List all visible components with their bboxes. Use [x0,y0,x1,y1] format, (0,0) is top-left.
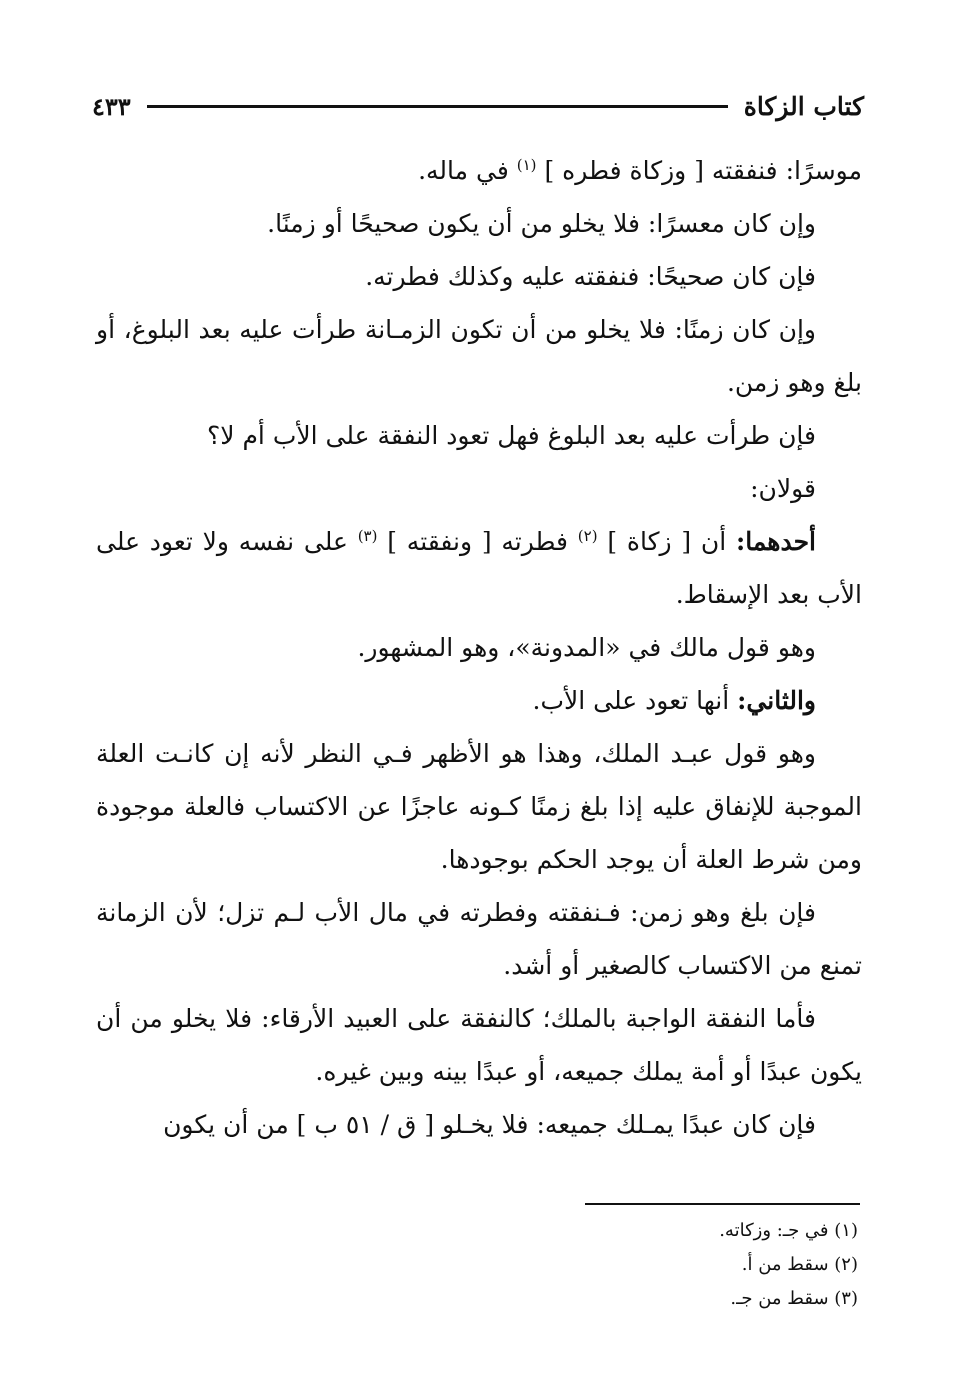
footnote-1: (١) في جـ: وزكاته. [719,1220,858,1241]
footnote-separator [585,1203,860,1205]
paragraph-9: والثاني: أنها تعود على الأب. [532,686,816,715]
paragraph-10: وهو قول عبـد الملك، وهذا هو الأظهر فـي النظر لأنه إن كانـت العلة الموجبة للإنفاق عليه إذا بلغ زمنًا كـونه عاجزًا عن الاكتساب فالعلة موجودة ومن شرط العلة أن يوجد الحكم بوجودها. [96,739,862,874]
footnote-ref-1: (١) [516,156,537,174]
footnotes [500,1214,858,1316]
paragraph-3: فإن كان صحيحًا: فنفقته عليه وكذلك فطرته. [365,262,816,291]
header-rule [147,105,728,108]
page-header [92,86,864,126]
paragraph-2: وإن كان معسرًا: فلا يخلو من أن يكون صحيحًا أو زمنًا. [267,209,816,238]
paragraph-1: موسرًا: فنفقته [ وزكاة فطره ] $^{(١)}$ في ماله. [418,156,862,185]
footnote-ref-2: (٢) [577,527,598,545]
paragraph-13: فإن كان عبدًا يمـلك جميعه: فلا يخـلو [ ق / ٥١ ب ] من أن يكون [163,1110,816,1139]
footnote-2: (٢) سقط من أ. [741,1254,858,1275]
page-number: ٤٣٣ [92,91,131,121]
paragraph-11: فإن بلغ وهو زمن: فـنفقته وفطرته في مال الأب لـم تزل؛ لأن الزمانة تمنع من الاكتساب كالصغير أو أشد. [96,898,862,980]
paragraph-label: والثاني: [737,686,816,715]
footnote-3: (٣) سقط من جـ. [730,1288,858,1309]
paragraph-6: قولان: [750,474,816,503]
paragraph-label: أحدهما: [735,527,816,556]
paragraph-8: وهو قول مالك في «المدونة»، وهو المشهور. [357,633,816,662]
paragraph-4: وإن كان زمنًا: فلا يخلو من أن تكون الزمـانة طرأت عليه بعد البلوغ، أو بلغ وهو زمن. [96,315,862,397]
paragraph-5: فإن طرأت عليه بعد البلوغ فهل تعود النفقة على الأب أم لا؟ [206,421,816,450]
running-title: كتاب الزكاة [743,91,864,121]
paragraph-7: أحدهما: أن [ زكاة ] $^{(٢)}$ فطرته [ ونفقته ] $^{(٣)}$ على نفسه ولا تعود على الأب بعد الإسقاط. [96,527,862,609]
paragraph-12: فأما النفقة الواجبة بالملك؛ كالنفقة على العبيد الأرقاء: فلا يخلو من أن يكون عبدًا أو أمة يملك جميعه، أو عبدًا بينه وبين غيره. [96,1004,862,1086]
main-text [96,144,862,1151]
footnote-ref-3: (٣) [357,527,378,545]
